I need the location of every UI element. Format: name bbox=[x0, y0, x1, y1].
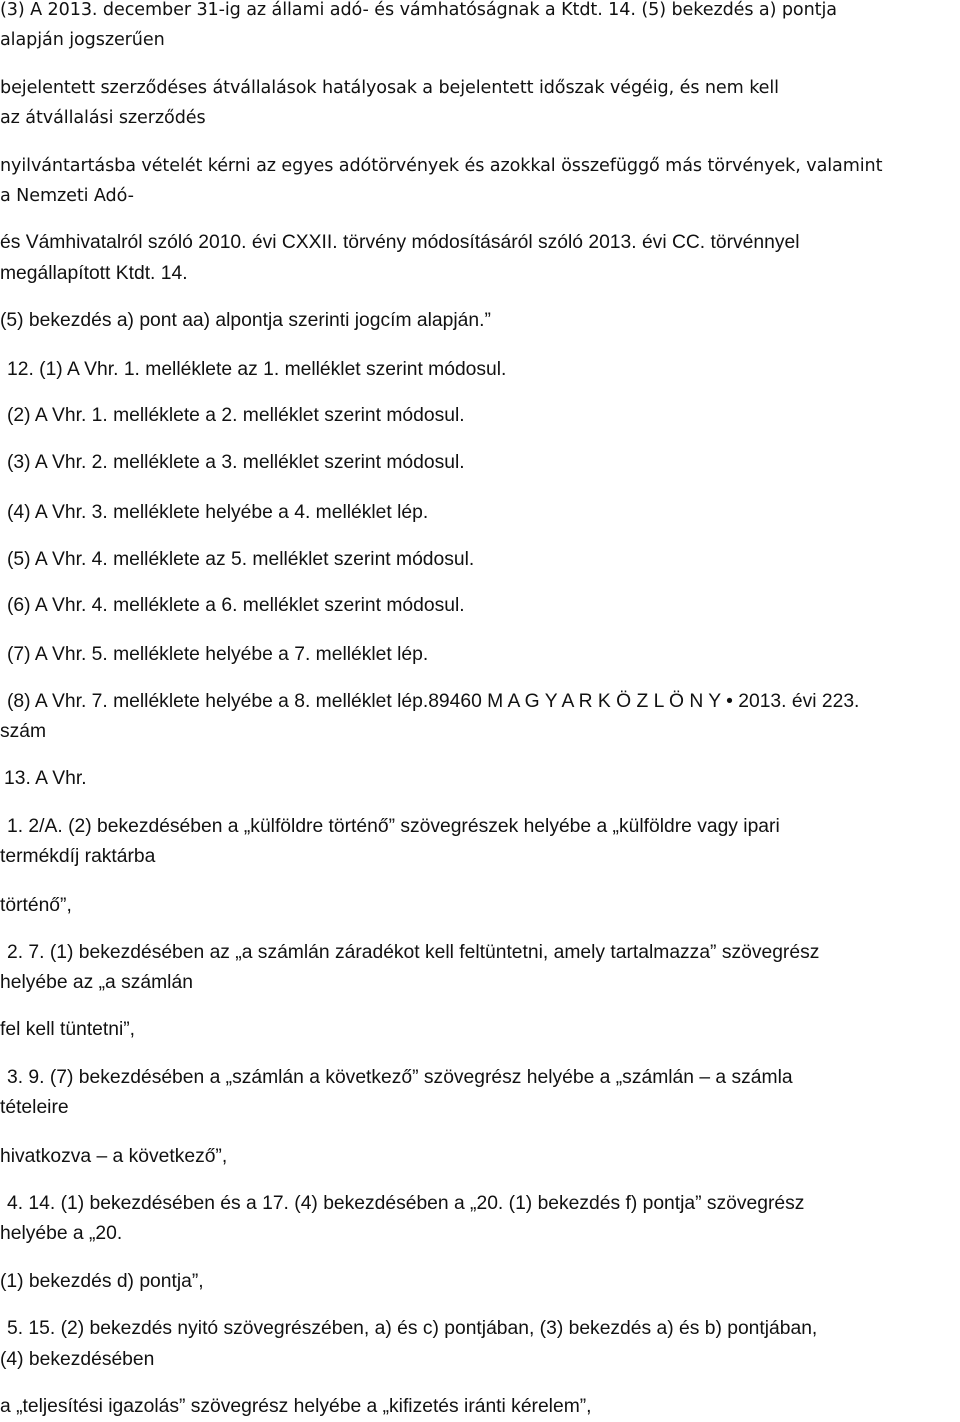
text-line: alapján jogszerűen bbox=[0, 30, 165, 50]
text-line: termékdíj raktárba bbox=[0, 846, 156, 867]
text-line: 12. (1) A Vhr. 1. melléklete az 1. melléklet szerint módosul. bbox=[7, 359, 507, 380]
text-line: nyilvántartásba vételét kérni az egyes adótörvények és azokkal összefüggő más törvények, valamint bbox=[0, 156, 883, 176]
text-line: 5. 15. (2) bekezdés nyitó szövegrészében, a) és c) pontjában, (3) bekezdés a) és b) pontjában, bbox=[7, 1318, 818, 1339]
text-line: (6) A Vhr. 4. melléklete a 6. melléklet szerint módosul. bbox=[7, 595, 465, 616]
text-line: szám bbox=[0, 721, 47, 742]
text-line: 13. A Vhr. bbox=[4, 768, 87, 789]
text-line: a „teljesítési igazolás” szövegrész helyébe a „kifizetés iránti kérelem”, bbox=[0, 1396, 592, 1417]
text-line: 2. 7. (1) bekezdésében az „a számlán záradékot kell feltüntetni, amely tartalmazza” szövegrész bbox=[7, 942, 820, 963]
text-line: hivatkozva – a következő”, bbox=[0, 1146, 228, 1167]
text-line: bejelentett szerződéses átvállalások hatályosak a bejelentett időszak végéig, és nem kell bbox=[0, 78, 779, 98]
text-line: (7) A Vhr. 5. melléklete helyébe a 7. melléklet lép. bbox=[7, 644, 429, 665]
text-line: (5) bekezdés a) pont aa) alpontja szerinti jogcím alapján.” bbox=[0, 310, 491, 331]
text-line: 3. 9. (7) bekezdésében a „számlán a következő” szövegrész helyébe a „számlán – a számla bbox=[7, 1067, 793, 1088]
text-line: tételeire bbox=[0, 1097, 69, 1118]
text-line: (4) bekezdésében bbox=[0, 1349, 155, 1370]
text-line: megállapított Ktdt. 14. bbox=[0, 263, 188, 284]
text-line: (5) A Vhr. 4. melléklete az 5. melléklet szerint módosul. bbox=[7, 549, 475, 570]
text-line: és Vámhivatalról szóló 2010. évi CXXII. törvény módosításáról szóló 2013. évi CC. törvénnyel bbox=[0, 232, 800, 253]
text-line: (3) A 2013. december 31-ig az állami adó- és vámhatóságnak a Ktdt. 14. (5) bekezdés a) pontja bbox=[0, 0, 837, 20]
text-line: 4. 14. (1) bekezdésében és a 17. (4) bekezdésében a „20. (1) bekezdés f) pontja” szövegrész bbox=[7, 1193, 805, 1214]
text-line: (8) A Vhr. 7. melléklete helyébe a 8. melléklet lép.89460 M A G Y A R K Ö Z L Ö N Y • 2013. évi 223. bbox=[7, 691, 860, 712]
text-line: helyébe az „a számlán bbox=[0, 972, 193, 993]
text-line: (4) A Vhr. 3. melléklete helyébe a 4. melléklet lép. bbox=[7, 502, 429, 523]
text-line: 1. 2/A. (2) bekezdésében a „külföldre történő” szövegrészek helyébe a „külföldre vagy ipari bbox=[7, 816, 780, 837]
text-line: (2) A Vhr. 1. melléklete a 2. melléklet szerint módosul. bbox=[7, 405, 465, 426]
text-line: fel kell tüntetni”, bbox=[0, 1019, 136, 1040]
text-line: történő”, bbox=[0, 895, 72, 916]
text-line: (3) A Vhr. 2. melléklete a 3. melléklet szerint módosul. bbox=[7, 452, 465, 473]
text-line: a Nemzeti Adó- bbox=[0, 186, 134, 206]
text-line: helyébe a „20. bbox=[0, 1223, 123, 1244]
text-line: (1) bekezdés d) pontja”, bbox=[0, 1271, 204, 1292]
text-line: az átvállalási szerződés bbox=[0, 108, 206, 128]
